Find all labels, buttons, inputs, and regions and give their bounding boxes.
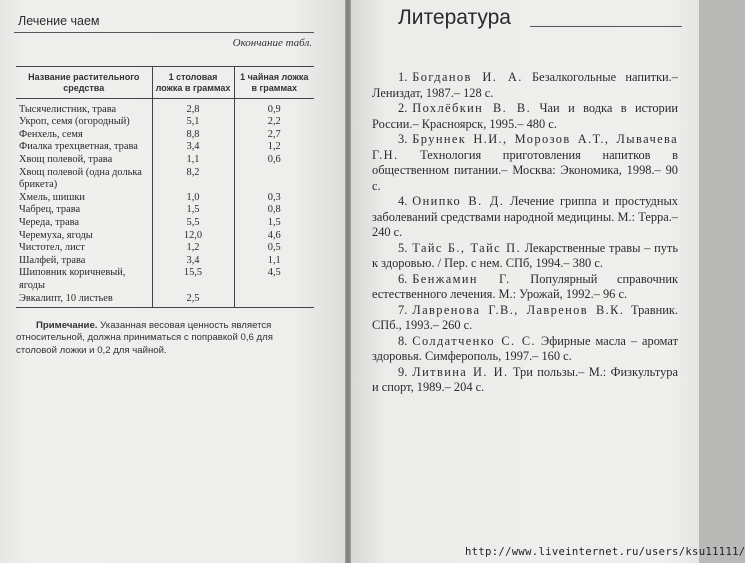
- table-continuation-note: Окончание табл.: [232, 37, 312, 49]
- tablespoon-grams-cell: 8,2: [152, 167, 234, 192]
- title-rule: [530, 26, 682, 27]
- table-row: [16, 204, 314, 217]
- teaspoon-grams-cell: 0,6: [234, 154, 314, 167]
- tablespoon-grams-cell: 15,5: [152, 267, 234, 292]
- tablespoon-grams-cell: 3,4: [152, 255, 234, 268]
- herb-name-cell: Укроп, семя (огородный): [19, 116, 130, 128]
- herb-name-cell: Череда, трава: [19, 216, 79, 228]
- reference-item: [372, 132, 678, 194]
- table-row: [16, 116, 314, 129]
- header-tablespoon: 1 столовая ложка в граммах: [152, 67, 234, 99]
- herb-name-cell: Фиалка трехцветная, трава: [19, 141, 138, 153]
- table-row: [16, 242, 314, 255]
- tablespoon-grams-cell: 1,5: [152, 204, 234, 217]
- table-row: [16, 192, 314, 205]
- reference-author: Богданов И. А.: [412, 70, 523, 84]
- tablespoon-grams-cell: 3,4: [152, 141, 234, 154]
- tablespoon-grams-cell: 1,2: [152, 242, 234, 255]
- table-row: [16, 141, 314, 154]
- reference-number: 9.: [398, 364, 408, 379]
- reference-number: 2.: [398, 101, 408, 115]
- reference-item: [372, 194, 678, 241]
- source-url-watermark: http://www.liveinternet.ru/users/ksu11111/: [465, 546, 745, 558]
- reference-author: Тайс Б., Тайс П.: [412, 240, 521, 255]
- table-row: [16, 293, 314, 308]
- reference-author: Похлёбкин В. В.: [412, 101, 532, 115]
- table-row: [16, 267, 314, 292]
- reference-text: Безалкогольные напитки.– Лениздат, 1987.– 128 с.: [372, 70, 678, 100]
- tablespoon-grams-cell: 12,0: [152, 230, 234, 243]
- header-teaspoon: 1 чайная ложка в граммах: [234, 67, 314, 99]
- tablespoon-grams-cell: 1,1: [152, 154, 234, 167]
- teaspoon-grams-cell: 1,2: [234, 141, 314, 154]
- reference-number: 7.: [398, 302, 408, 317]
- teaspoon-grams-cell: 0,5: [234, 242, 314, 255]
- reference-author: Лавренова Г.В., Лавренов В.К.: [412, 302, 625, 317]
- reference-text: Три пользы.– М.: Физкультура и спорт, 1989.– 204 с.: [372, 364, 678, 394]
- reference-text: Популярный справочник естественного лечения. М.: Урожай, 1992.– 96 с.: [372, 271, 678, 301]
- reference-item: [372, 272, 678, 303]
- tablespoon-grams-cell: 5,1: [152, 116, 234, 129]
- herb-name-cell: Черемуха, ягоды: [19, 229, 93, 241]
- herb-weight-table: [16, 66, 314, 308]
- teaspoon-grams-cell: 0,3: [234, 192, 314, 205]
- teaspoon-grams-cell: [234, 293, 314, 308]
- herb-name-cell: Шалфей, трава: [19, 254, 86, 266]
- reference-text: Чаи и водка в истории России.– Красноярск, 1995.– 480 с.: [372, 101, 678, 131]
- tablespoon-grams-cell: 2,5: [152, 293, 234, 308]
- running-head: Лечение чаем: [18, 14, 100, 28]
- reference-author: Бенжамин Г.: [412, 271, 511, 286]
- teaspoon-grams-cell: 0,8: [234, 204, 314, 217]
- reference-text: Лечение гриппа и простудных заболеваний средствами народной медицины. М.: Терра.– 240 с.: [372, 194, 678, 239]
- footnote-text: Указанная весовая ценность является относительной, должна приниматься с поправкой 0,6 для столовой ложки и 0,2 для чайной.: [16, 320, 273, 356]
- herb-name-cell: Хвощ полевой (одна долька брикета): [19, 166, 142, 191]
- reference-item: [372, 241, 678, 272]
- reference-text: Лекарственные травы – путь к здоровью. / Пер. с нем. СПб, 1994.– 380 с.: [372, 240, 678, 270]
- teaspoon-grams-cell: [234, 167, 314, 192]
- reference-author: Бруннек Н.И., Морозов А.Т., Лывачева Г.Н.: [372, 132, 678, 162]
- herb-name-cell: Фенхель, семя: [19, 128, 83, 140]
- reference-number: 8.: [398, 333, 408, 348]
- herb-name-cell: Шиповник коричневый, ягоды: [19, 267, 126, 291]
- header-name: Название растительного средства: [16, 67, 152, 99]
- teaspoon-grams-cell: 2,2: [234, 116, 314, 129]
- table-footnote: [16, 320, 316, 357]
- table-row: [16, 230, 314, 243]
- reference-item: [372, 101, 678, 132]
- reference-item: [372, 70, 678, 101]
- reference-item: [372, 334, 678, 365]
- reference-author: Онипко В. Д.: [412, 194, 505, 208]
- tablespoon-grams-cell: 2,8: [152, 98, 234, 116]
- table-row: [16, 154, 314, 167]
- teaspoon-grams-cell: 1,5: [234, 217, 314, 230]
- reference-number: 4.: [398, 194, 408, 208]
- reference-number: 1.: [398, 70, 408, 84]
- teaspoon-grams-cell: 4,6: [234, 230, 314, 243]
- herb-name-cell: Хвощ полевой, трава: [19, 153, 113, 165]
- table-row: [16, 255, 314, 268]
- reference-number: 5.: [398, 240, 408, 255]
- reference-author: Литвина И. И.: [412, 364, 509, 379]
- reference-author: Солдатченко С. С.: [412, 333, 537, 348]
- table-header-row: [16, 67, 314, 99]
- teaspoon-grams-cell: 1,1: [234, 255, 314, 268]
- reference-text: Травник. СПб., 1993.– 260 с.: [372, 302, 678, 332]
- reference-item: [372, 303, 678, 334]
- table-row: [16, 217, 314, 230]
- table-row: [16, 167, 314, 192]
- tablespoon-grams-cell: 1,0: [152, 192, 234, 205]
- herb-name-cell: Чабрец, трава: [19, 204, 81, 216]
- teaspoon-grams-cell: 2,7: [234, 129, 314, 142]
- table-row: [16, 98, 314, 116]
- herb-name-cell: Эвкалипт, 10 листьев: [16, 293, 152, 308]
- table-row: [16, 129, 314, 142]
- teaspoon-grams-cell: 0,9: [234, 98, 314, 116]
- tablespoon-grams-cell: 8,8: [152, 129, 234, 142]
- herb-name-cell: Хмель, шишки: [19, 191, 85, 203]
- footnote-label: Примечание.: [36, 320, 98, 331]
- running-head-rule: [14, 32, 314, 33]
- reference-number: 6.: [398, 271, 408, 286]
- herb-name-cell: Чистотел, лист: [19, 242, 85, 254]
- reference-list: [372, 70, 678, 396]
- page-title: Литература: [398, 6, 511, 29]
- tablespoon-grams-cell: 5,5: [152, 217, 234, 230]
- herb-name-cell: Тысячелистник, трава: [19, 103, 117, 115]
- reference-text: Эфирные масла – аромат здоровья. Симферополь, 1997.– 160 с.: [372, 333, 678, 363]
- reference-text: Технология приготовления напитков в общественном питании.– Москва: Экономика, 1998.– 90 с.: [372, 147, 678, 193]
- reference-item: [372, 365, 678, 396]
- reference-number: 3.: [398, 132, 408, 146]
- teaspoon-grams-cell: 4,5: [234, 267, 314, 292]
